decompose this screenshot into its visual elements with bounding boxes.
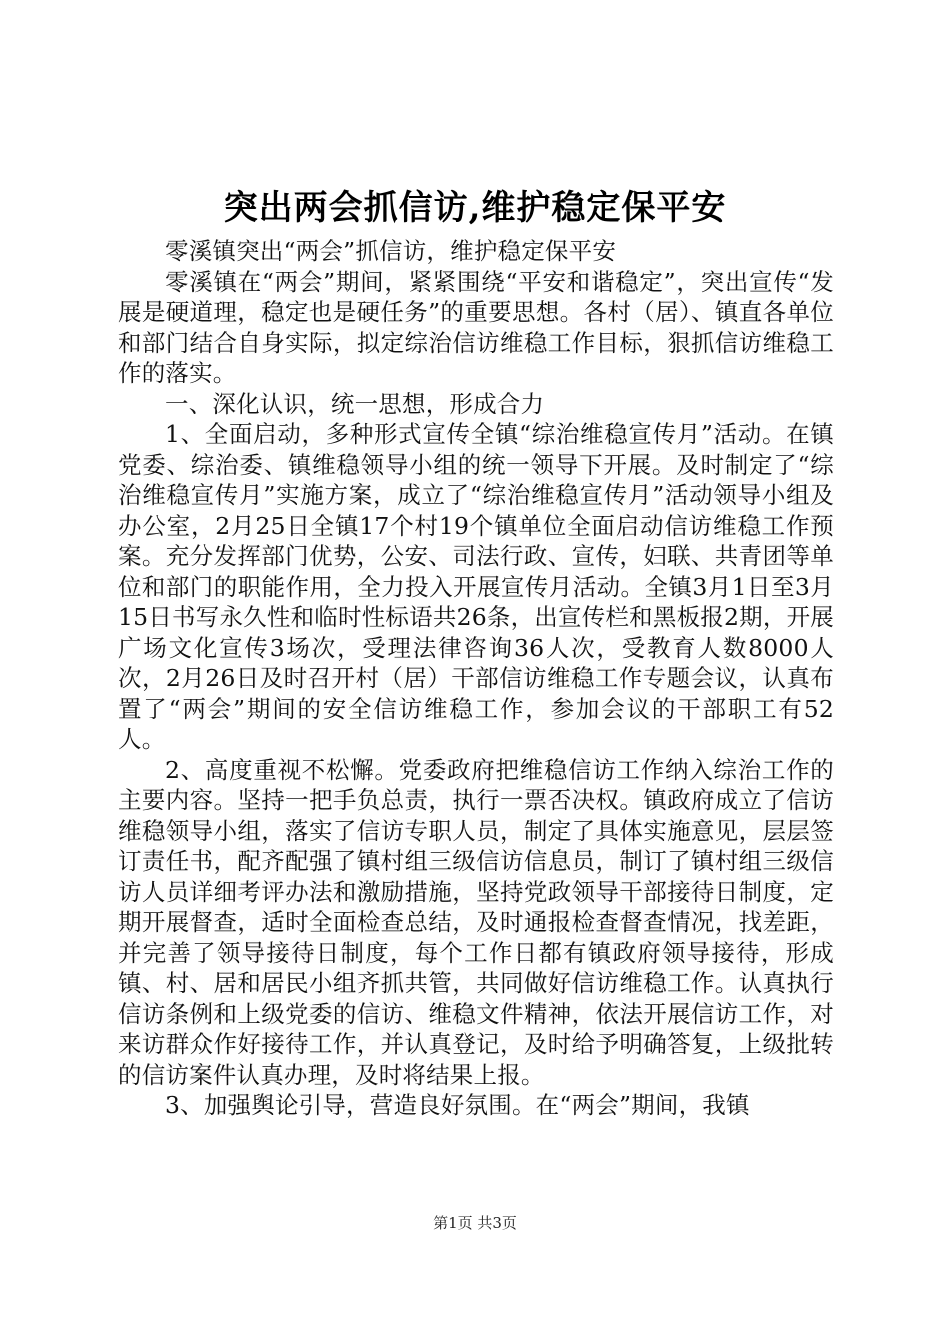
paragraph-item-1: 1、全面启动，多种形式宣传全镇“综治维稳宣传月”活动。在镇党委、综治委、镇维稳领导小组的统一领导下开展。及时制定了“综治维稳宣传月”实施方案，成立了“综治维稳宣传月”活动领导小组及办公室，2月25日全镇17个村19个镇单位全面启动信访维稳工作预案。充分发挥部门优势，公安、司法行政、宣传，妇联、共青团等单位和部门的职能作用，全力投入开展宣传月活动。全镇3月1日至3月15日书写永久性和临时性标语共26条，出宣传栏和黑板报2期，开展广场文化宣传3场次，受理法律咨询36人次，受教育人数8000人次，2月26日及时召开村（居）干部信访维稳工作专题会议，认真布置了“两会”期间的安全信访维稳工作，参加会议的干部职工有52人。 <box>118 420 834 753</box>
paragraph-subtitle: 零溪镇突出“两会”抓信访，维护稳定保平安 <box>165 237 617 265</box>
page-footer: 第1页 共3页 <box>433 1214 517 1232</box>
document-body <box>118 236 834 1121</box>
paragraph-item-3: 3、加强舆论引导，营造良好氛围。在“两会”期间，我镇 <box>165 1091 750 1119</box>
document-title: 突出两会抓信访,维护稳定保平安 <box>223 188 727 228</box>
section-heading-1: 一、深化认识，统一思想，形成合力 <box>165 389 545 418</box>
paragraph-intro: 零溪镇在“两会”期间，紧紧围绕“平安和谐稳定”，突出宣传“发展是硬道理，稳定也是硬任务”的重要思想。各村（居）、镇直各单位和部门结合自身实际，拟定综治信访维稳工作目标，狠抓信访维稳工作的落实。 <box>118 267 834 387</box>
paragraph-item-2: 2、高度重视不松懈。党委政府把维稳信访工作纳入综治工作的主要内容。坚持一把手负总责，执行一票否决权。镇政府成立了信访维稳领导小组，落实了信访专职人员，制定了具体实施意见，层层签订责任书，配齐配强了镇村组三级信访信息员，制订了镇村组三级信访人员详细考评办法和激励措施，坚持党政领导干部接待日制度，定期开展督查，适时全面检查总结，及时通报检查督查情况，找差距，并完善了领导接待日制度，每个工作日都有镇政府领导接待，形成镇、村、居和居民小组齐抓共管，共同做好信访维稳工作。认真执行信访条例和上级党委的信访、维稳文件精神，依法开展信访工作，对来访群众作好接待工作，并认真登记，及时给予明确答复，上级批转的信访案件认真办理，及时将结果上报。 <box>118 755 834 1089</box>
